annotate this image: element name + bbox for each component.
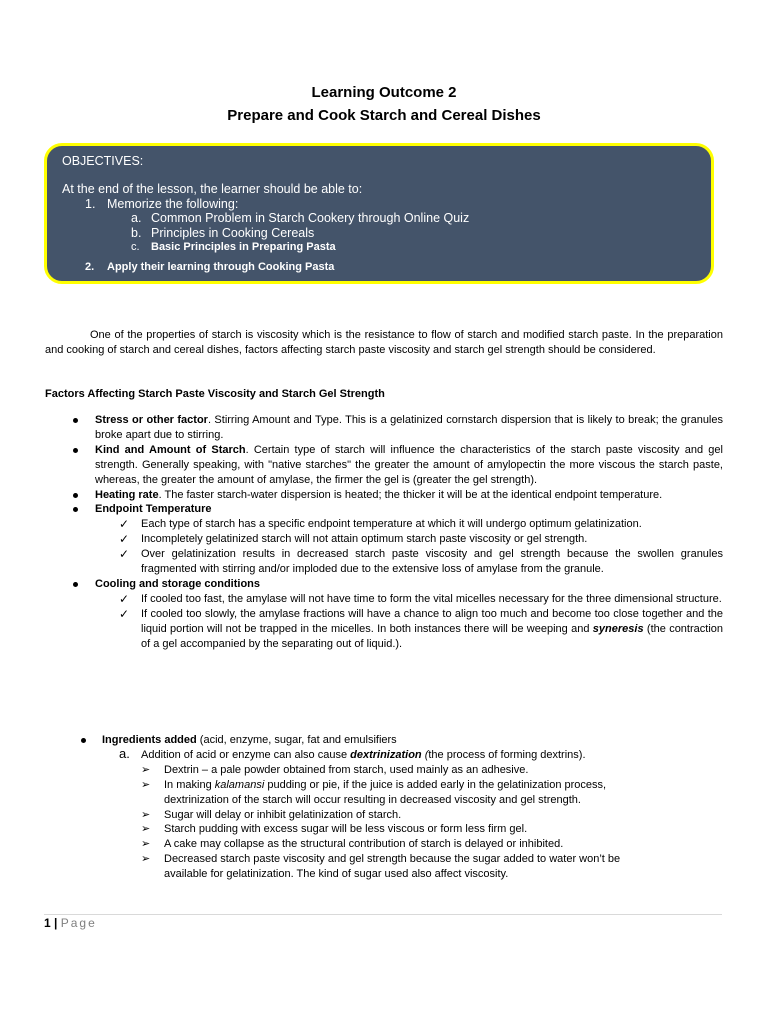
checkmark-icon: ✓ — [119, 606, 130, 621]
bullet-icon — [73, 418, 78, 423]
arrow-icon: ➢ — [141, 808, 151, 821]
list-item: Heating rate. The faster starch-water dispersion is heated; the thicker it will be at the identical endpoint temperature. — [45, 488, 723, 503]
arrow-icon: ➢ — [141, 763, 151, 776]
list-item: ➢ Starch pudding with excess sugar will be less viscous or form less firm gel. — [141, 823, 528, 836]
list-item: ➢ Sugar will delay or inhibit gelatinization of starch. — [141, 808, 402, 821]
intro-paragraph: One of the properties of starch is viscosity which is the resistance to flow of starch and modified starch paste. In the preparation and cooking of starch and cereal dishes, factors affecting starch paste viscosity and starch gel strength should be considered. — [45, 329, 723, 356]
factor-list — [45, 413, 723, 652]
section-heading: Factors Affecting Starch Paste Viscosity and Starch Gel Strength — [45, 388, 385, 400]
list-item: a. Addition of acid or enzyme can also cause dextrinization (the process of forming dextrins). — [119, 745, 586, 761]
sub-item: Principles in Cooking Cereals — [151, 226, 315, 240]
list-item: ✓ Incompletely gelatinized starch will not attain optimum starch paste viscosity or gel strength. — [119, 532, 588, 547]
list-item: ✓ Over gelatinization results in decreased starch paste viscosity and gel strength because the swollen granules fragmented with stirring and/or imploded due to the extensive loss of amylase from the granule. — [119, 547, 723, 576]
list-item: ➢ In making kalamansi pudding or pie, if the juice is added early in the gelatinization process, dextrinization of the starch will occur resulting in decreased viscosity and gel strength. — [141, 778, 607, 806]
sub-item-marker: c. — [131, 241, 140, 253]
objective-number: 2. — [85, 261, 95, 273]
objectives-box — [44, 143, 714, 284]
list-item: ➢ A cake may collapse as the structural contribution of starch is delayed or inhibited. — [141, 838, 564, 851]
sub-item: Common Problem in Starch Cookery through Online Quiz — [151, 211, 470, 225]
sub-item: Basic Principles in Preparing Pasta — [151, 241, 336, 253]
bullet-icon — [73, 493, 78, 498]
bullet-icon — [73, 448, 78, 453]
objectives-label: OBJECTIVES: — [62, 154, 144, 168]
bullet-icon — [73, 507, 78, 512]
bullet-icon — [81, 738, 86, 743]
list-item: ✓ Each type of starch has a specific endpoint temperature at which it will undergo optimum gelatinization. — [119, 517, 642, 532]
objective-number: 1. — [85, 197, 96, 211]
list-item: ✓ If cooled too slowly, the amylase fractions will have a chance to align too much and become too close together and the liquid portion will not be trapped in the micelles. In both instances there will be weeping and syneresis (the contraction of a gel accompanied by the separating out of liquid.). — [119, 606, 724, 650]
checkmark-icon: ✓ — [119, 517, 130, 532]
list-item: ➢ Dextrin – a pale powder obtained from starch, used mainly as an adhesive. — [141, 763, 529, 776]
page-number: 1 — [44, 916, 51, 930]
objectives-intro: At the end of the lesson, the learner should be able to: — [62, 182, 363, 196]
list-item: ✓ If cooled too fast, the amylase will not have time to form the vital micelles necessary for the three dimensional structure. — [119, 591, 722, 606]
checkmark-icon: ✓ — [119, 532, 130, 547]
page-footer — [44, 916, 97, 930]
list-item: Stress or other factor. Stirring Amount and Type. This is a gelatinized cornstarch dispersion that is likely to break; the granules broke apart due to stirring. — [45, 413, 723, 443]
sub-item-marker: a. — [131, 211, 142, 225]
ingredients-list — [45, 733, 645, 882]
list-item: ➢ Decreased starch paste viscosity and gel strength because the sugar added to water won’t be available for gelatinization. The kind of sugar used also affect viscosity. — [141, 853, 621, 881]
arrow-icon: ➢ — [141, 838, 151, 851]
page-label: Page — [60, 916, 97, 930]
footer-separator: | — [54, 916, 58, 930]
checkmark-icon: ✓ — [119, 591, 130, 606]
footer-divider — [44, 914, 722, 915]
list-marker: a. — [119, 745, 130, 761]
checkmark-icon: ✓ — [119, 547, 130, 562]
list-item: Kind and Amount of Starch. Certain type of starch will influence the characteristics of the starch paste viscosity and gel strength. Generally speaking, with "native starches" the greater the amount of amylopectin the more viscous the starch paste, whereas, the greater the amount of amylase, the firmer the gel is (greater the gel strength). — [45, 443, 723, 488]
list-item: Endpoint Temperature — [45, 502, 723, 517]
bullet-icon — [73, 582, 78, 587]
arrow-icon: ➢ — [141, 823, 151, 836]
list-item: Ingredients added (acid, enzyme, sugar, fat and emulsifiers — [45, 733, 645, 748]
objective-item: Apply their learning through Cooking Pasta — [107, 261, 335, 273]
lesson-subtitle: Prepare and Cook Starch and Cereal Dishes — [227, 107, 541, 124]
arrow-icon: ➢ — [141, 778, 151, 791]
lesson-title: Learning Outcome 2 — [311, 84, 457, 101]
list-item: Cooling and storage conditions — [45, 577, 723, 592]
sub-item-marker: b. — [131, 226, 142, 240]
arrow-icon: ➢ — [141, 853, 151, 866]
objective-item: Memorize the following: — [107, 197, 239, 211]
